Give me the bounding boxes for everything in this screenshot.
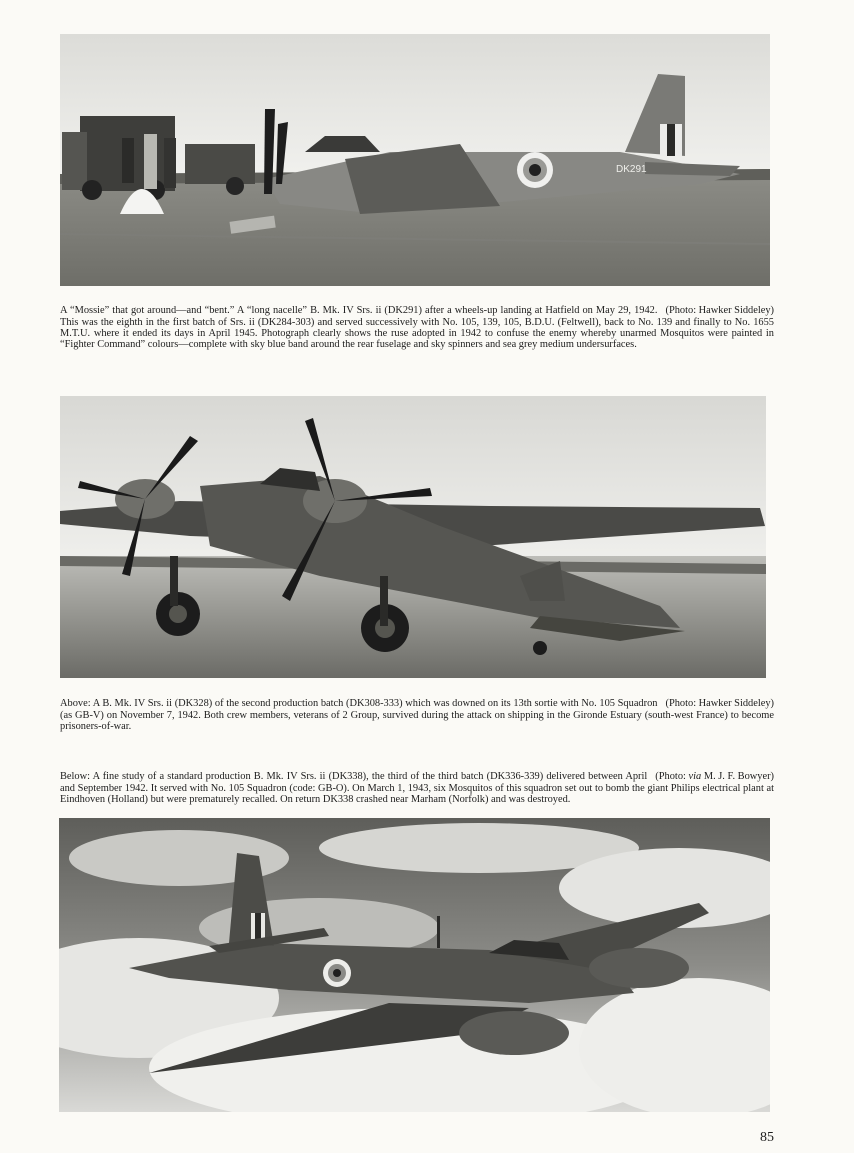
page-number: 85	[760, 1130, 774, 1145]
caption-text: A B. Mk. IV Srs. ii (DK328) of the second production batch (DK308-333) which was downed on its 13th sortie with No. 105 Squadron (as GB-V) on November 7, 1942. Both crew members, veterans of 2 Group, survived during the attack on shipping in the Gironde Estuary (south-west France) to become prisoners-of-war.	[60, 698, 774, 732]
photo-wheels-up-landing	[60, 34, 770, 286]
photo-dk328	[60, 396, 766, 678]
caption-text: A “Mossie” that got around—and “bent.” A “long nacelle” B. Mk. IV Srs. ii (DK291) after a wheels-up landing at Hatfield on May 29, 1942. This was the eighth in the first batch of Srs. ii (DK284-303) and served successively with No. 105, 139, 105, B.D.U. (Feltwell), back to No. 139 and finally to No. 1655 M.T.U. where it ended its days in April 1945. Photograph clearly shows the ruse adopted in 1942 to confuse the enemy whereby unarmed Mosquitos were painted in “Fighter Command” colours—complete with sky blue band around the rear fuselage and sky spinners and sea grey medium undersurfaces.	[60, 305, 774, 350]
caption-dk328	[60, 698, 774, 732]
photo-dk338-in-flight	[59, 818, 770, 1112]
photo-credit: (Photo: Hawker Siddeley)	[665, 698, 774, 710]
photo-credit	[655, 771, 774, 782]
caption-text: A fine study of a standard production B. Mk. IV Srs. ii (DK338), the third of the third batch (DK336-339) delivered between April and September 1942. It served with No. 105 Squadron (code: GB-O). On March 1, 1943, six Mosquitos of this squadron set out to bomb the giant Philips electrical plant at Eindhoven (Holland) but were prematurely recalled. On return DK338 crashed near Marham (Norfolk) and was destroyed.	[60, 771, 774, 805]
caption-lead: Below:	[60, 771, 91, 783]
photo-credit: (Photo: Hawker Siddeley)	[665, 305, 774, 317]
caption-lead: Above:	[60, 698, 91, 710]
credit-prefix: (Photo:	[655, 771, 686, 783]
credit-via: via	[688, 771, 702, 783]
caption-wheels-up-landing	[60, 305, 774, 350]
credit-name: M. J. F. Bowyer)	[703, 771, 774, 783]
fuselage-code: DK291	[616, 164, 647, 175]
caption-dk338	[60, 771, 774, 805]
